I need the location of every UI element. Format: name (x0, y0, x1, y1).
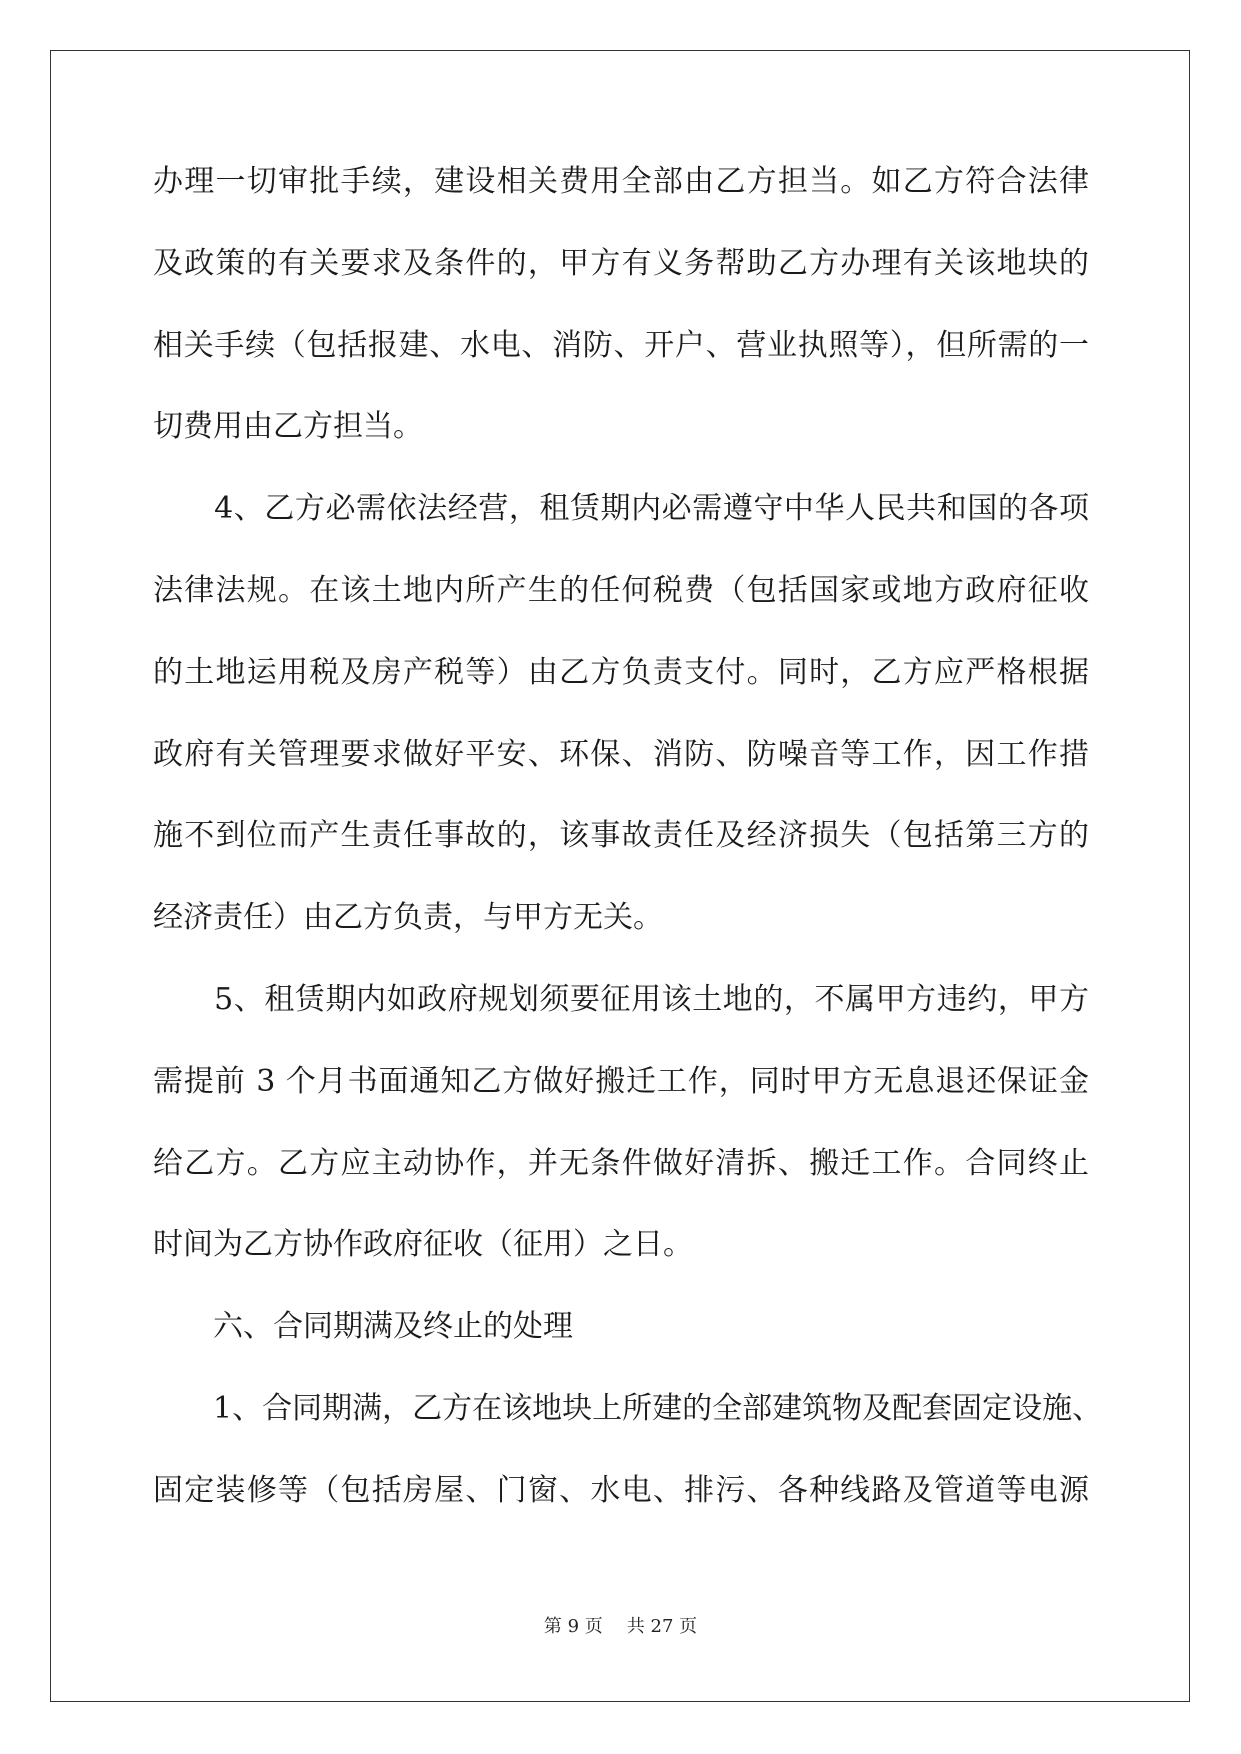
page-total: 共 27 页 (626, 1616, 698, 1637)
text-line: 办理一切审批手续，建设相关费用全部由乙方担当。如乙方符合法律 (153, 164, 1089, 199)
page-footer (0, 1615, 1241, 1639)
text-line: 的土地运用税及房产税等）由乙方负责支付。同时，乙方应严格根据 (153, 654, 1089, 690)
text-line: 切费用由乙方担当。 (153, 409, 423, 445)
text-line: 需提前 3 个月书面通知乙方做好搬迁工作，同时甲方无息退还保证金 (153, 1063, 1089, 1099)
text-line: 1、合同期满，乙方在该地块上所建的全部建筑物及配套固定设施、 (153, 1390, 1103, 1426)
text-line: 及政策的有关要求及条件的，甲方有义务帮助乙方办理有关该地块的 (153, 245, 1089, 281)
text-line: 法律法规。在该土地内所产生的任何税费（包括国家或地方政府征收 (153, 572, 1089, 608)
text-line: 给乙方。乙方应主动协作，并无条件做好清拆、搬迁工作。合同终止 (153, 1145, 1089, 1181)
text-line: 4、乙方必需依法经营，租赁期内必需遵守中华人民共和国的各项 (153, 491, 1089, 527)
section-heading: 六、合同期满及终止的处理 (153, 1309, 573, 1345)
text-line: 政府有关管理要求做好平安、环保、消防、防噪音等工作，因工作措 (153, 736, 1089, 772)
page-number: 第 9 页 (543, 1616, 603, 1637)
text-line: 固定装修等（包括房屋、门窗、水电、排污、各种线路及管道等电源 (153, 1472, 1089, 1508)
text-line: 5、租赁期内如政府规划须要征用该土地的，不属甲方违约，甲方 (153, 981, 1089, 1017)
text-line: 施不到位而产生责任事故的，该事故责任及经济损失（包括第三方的 (153, 818, 1089, 854)
document-body (153, 162, 1103, 1553)
text-line: 相关手续（包括报建、水电、消防、开户、营业执照等），但所需的一 (153, 327, 1089, 363)
text-line: 时间为乙方协作政府征收（征用）之日。 (153, 1227, 693, 1263)
text-line: 经济责任）由乙方负责，与甲方无关。 (153, 900, 663, 936)
